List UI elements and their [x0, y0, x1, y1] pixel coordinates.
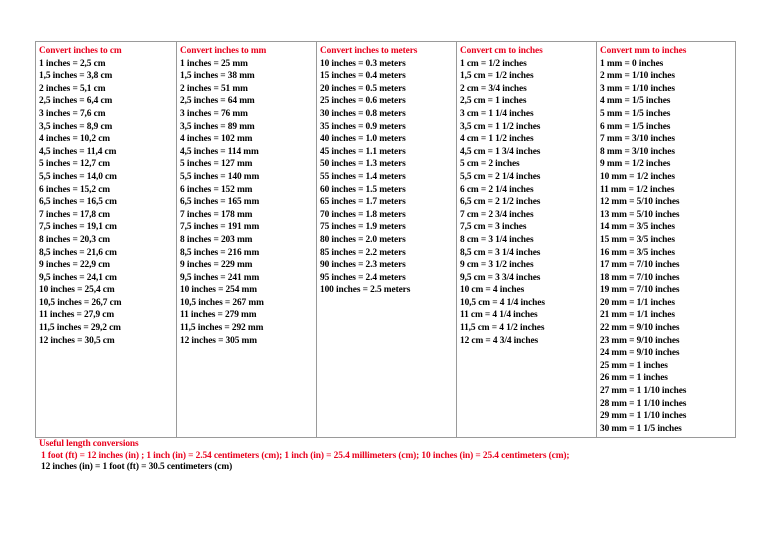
conversion-row: 7,5 inches = 19,1 cm — [39, 222, 117, 233]
conversion-row: 10 inches = 0.3 meters — [320, 58, 406, 69]
conversion-row: 85 inches = 2.2 meters — [320, 247, 406, 258]
column-rows — [600, 58, 735, 436]
conversion-row: 10 inches = 25,4 cm — [39, 285, 115, 296]
conversion-row: 6,5 cm = 2 1/2 inches — [460, 197, 541, 208]
conversion-row: 3,5 inches = 8,9 cm — [39, 121, 113, 132]
conversion-row: 10,5 inches = 267 mm — [180, 297, 264, 308]
conversion-row: 15 inches = 0.4 meters — [320, 71, 406, 82]
conversion-row: 9 inches = 229 mm — [180, 260, 253, 271]
conversion-row: 65 inches = 1.7 meters — [320, 197, 406, 208]
conversion-row: 4,5 cm = 1 3/4 inches — [460, 146, 541, 157]
conversion-row: 100 inches = 2.5 meters — [320, 285, 411, 296]
conversion-row: 4 inches = 102 mm — [180, 134, 253, 145]
conversion-row: 55 inches = 1.4 meters — [320, 171, 406, 182]
conversion-row: 1 inches = 2,5 cm — [39, 58, 106, 69]
conversion-row: 15 mm = 3/5 inches — [600, 234, 675, 245]
useful-conversions — [35, 439, 736, 474]
column-title: Convert cm to inches — [460, 46, 543, 56]
conversion-row: 5 inches = 127 mm — [180, 159, 253, 170]
conversion-row: 11 inches = 27,9 cm — [39, 310, 115, 321]
conversion-row: 10 mm = 1/2 inches — [600, 171, 675, 182]
conversion-row: 25 inches = 0.6 meters — [320, 96, 406, 107]
conversion-row: 7,5 inches = 191 mm — [180, 222, 260, 233]
conversion-row: 9 mm = 1/2 inches — [600, 159, 671, 170]
conversion-row: 1 inches = 25 mm — [180, 58, 248, 69]
conversion-row: 4,5 inches = 11,4 cm — [39, 146, 117, 157]
useful-conversions-title: Useful length conversions — [39, 439, 139, 449]
column-inches-to-cm — [36, 42, 176, 437]
conversion-row: 7 mm = 3/10 inches — [600, 134, 675, 145]
conversion-row: 27 mm = 1 1/10 inches — [600, 386, 687, 397]
conversion-row: 20 inches = 0.5 meters — [320, 83, 406, 94]
conversion-row: 8 inches = 203 mm — [180, 234, 253, 245]
conversion-row: 5,5 inches = 140 mm — [180, 171, 260, 182]
column-rows — [180, 58, 316, 348]
conversion-row: 23 mm = 9/10 inches — [600, 335, 680, 346]
conversion-row: 6 mm = 1/5 inches — [600, 121, 671, 132]
conversion-row: 7,5 cm = 3 inches — [460, 222, 527, 233]
conversion-row: 14 mm = 3/5 inches — [600, 222, 675, 233]
conversion-row: 10 inches = 254 mm — [180, 285, 257, 296]
conversion-row: 3 cm = 1 1/4 inches — [460, 108, 534, 119]
conversion-row: 8,5 inches = 21,6 cm — [39, 247, 117, 258]
conversion-row: 3,5 inches = 89 mm — [180, 121, 255, 132]
conversion-row: 5 mm = 1/5 inches — [600, 108, 671, 119]
conversion-row: 30 inches = 0.8 meters — [320, 108, 406, 119]
column-title: Convert mm to inches — [600, 46, 687, 56]
conversion-row: 1,5 inches = 38 mm — [180, 71, 255, 82]
conversion-sheet — [35, 41, 736, 474]
column-title: Convert inches to mm — [180, 46, 267, 56]
conversion-row: 10 cm = 4 inches — [460, 285, 525, 296]
conversion-row: 5,5 cm = 2 1/4 inches — [460, 171, 541, 182]
conversion-row: 1 cm = 1/2 inches — [460, 58, 527, 69]
conversion-row: 6,5 inches = 16,5 cm — [39, 197, 117, 208]
conversion-row: 4 mm = 1/5 inches — [600, 96, 671, 107]
column-title: Convert inches to cm — [39, 46, 122, 56]
conversion-row: 30 mm = 1 1/5 inches — [600, 423, 682, 434]
conversion-row: 6 inches = 15,2 cm — [39, 184, 110, 195]
conversion-row: 8 inches = 20,3 cm — [39, 234, 110, 245]
conversion-row: 2 cm = 3/4 inches — [460, 83, 527, 94]
conversion-row: 2,5 inches = 64 mm — [180, 96, 255, 107]
conversion-row: 1,5 cm = 1/2 inches — [460, 71, 534, 82]
conversion-row: 24 mm = 9/10 inches — [600, 348, 680, 359]
conversion-row: 11 inches = 279 mm — [180, 310, 257, 321]
conversion-row: 21 mm = 1/1 inches — [600, 310, 675, 321]
conversion-row: 20 mm = 1/1 inches — [600, 297, 675, 308]
conversion-row: 5 inches = 12,7 cm — [39, 159, 110, 170]
conversion-row: 3,5 cm = 1 1/2 inches — [460, 121, 541, 132]
conversion-row: 3 inches = 76 mm — [180, 108, 248, 119]
conversion-row: 6 cm = 2 1/4 inches — [460, 184, 534, 195]
conversion-row: 6 inches = 152 mm — [180, 184, 253, 195]
conversion-row: 11,5 inches = 292 mm — [180, 323, 264, 334]
column-rows — [320, 58, 456, 297]
conversion-row: 28 mm = 1 1/10 inches — [600, 398, 687, 409]
useful-conversions-line-1: 1 foot (ft) = 12 inches (in) ; 1 inch (in) = 2.54 centimeters (cm); 1 inch (in) = 25.4 millimeters (cm); 10 inches (in) = 25.4 centimeters (cm); — [41, 450, 570, 461]
conversion-row: 9,5 cm = 3 3/4 inches — [460, 272, 541, 283]
conversion-row: 6,5 inches = 165 mm — [180, 197, 260, 208]
useful-conversions-line-2: 12 inches (in) = 1 foot (ft) = 30.5 centimeters (cm) — [41, 462, 233, 472]
conversion-row: 5 cm = 2 inches — [460, 159, 520, 170]
conversion-row: 9 inches = 22,9 cm — [39, 260, 110, 271]
conversion-row: 2 inches = 51 mm — [180, 83, 248, 94]
conversion-row: 90 inches = 2.3 meters — [320, 260, 406, 271]
conversion-row: 8 cm = 3 1/4 inches — [460, 234, 534, 245]
conversion-row: 9 cm = 3 1/2 inches — [460, 260, 534, 271]
column-inches-to-meters — [316, 42, 456, 437]
column-inches-to-mm — [176, 42, 316, 437]
column-mm-to-inches — [596, 42, 735, 437]
conversion-row: 11,5 inches = 29,2 cm — [39, 323, 121, 334]
conversion-row: 40 inches = 1.0 meters — [320, 134, 406, 145]
conversion-row: 4 inches = 10,2 cm — [39, 134, 110, 145]
conversion-row: 2,5 inches = 6,4 cm — [39, 96, 113, 107]
conversion-row: 2 mm = 1/10 inches — [600, 71, 675, 82]
column-rows — [39, 58, 176, 348]
conversion-row: 60 inches = 1.5 meters — [320, 184, 406, 195]
conversion-row: 7 inches = 178 mm — [180, 209, 253, 220]
conversion-row: 5,5 inches = 14,0 cm — [39, 171, 117, 182]
conversion-row: 10,5 cm = 4 1/4 inches — [460, 297, 545, 308]
conversion-row: 16 mm = 3/5 inches — [600, 247, 675, 258]
conversion-row: 1,5 inches = 3,8 cm — [39, 71, 113, 82]
conversion-row: 45 inches = 1.1 meters — [320, 146, 406, 157]
conversion-row: 8,5 cm = 3 1/4 inches — [460, 247, 541, 258]
conversion-row: 1 mm = 0 inches — [600, 58, 664, 69]
conversion-row: 80 inches = 2.0 meters — [320, 234, 406, 245]
conversion-row: 8,5 inches = 216 mm — [180, 247, 260, 258]
conversion-row: 7 cm = 2 3/4 inches — [460, 209, 534, 220]
conversion-row: 22 mm = 9/10 inches — [600, 323, 680, 334]
conversion-row: 18 mm = 7/10 inches — [600, 272, 680, 283]
conversion-row: 17 mm = 7/10 inches — [600, 260, 680, 271]
conversion-row: 7 inches = 17,8 cm — [39, 209, 110, 220]
conversion-row: 75 inches = 1.9 meters — [320, 222, 406, 233]
conversion-row: 25 mm = 1 inches — [600, 360, 668, 371]
conversion-row: 10,5 inches = 26,7 cm — [39, 297, 122, 308]
conversion-row: 11,5 cm = 4 1/2 inches — [460, 323, 545, 334]
conversion-row: 12 inches = 305 mm — [180, 335, 257, 346]
conversion-row: 12 mm = 5/10 inches — [600, 197, 680, 208]
conversion-row: 3 inches = 7,6 cm — [39, 108, 106, 119]
column-rows — [460, 58, 596, 348]
conversion-table — [35, 41, 736, 438]
conversion-row: 2,5 cm = 1 inches — [460, 96, 527, 107]
column-cm-to-inches — [456, 42, 596, 437]
conversion-row: 12 cm = 4 3/4 inches — [460, 335, 539, 346]
conversion-row: 8 mm = 3/10 inches — [600, 146, 675, 157]
conversion-row: 9,5 inches = 24,1 cm — [39, 272, 117, 283]
conversion-row: 4,5 inches = 114 mm — [180, 146, 259, 157]
conversion-row: 19 mm = 7/10 inches — [600, 285, 680, 296]
conversion-row: 26 mm = 1 inches — [600, 373, 668, 384]
conversion-row: 95 inches = 2.4 meters — [320, 272, 406, 283]
conversion-row: 11 mm = 1/2 inches — [600, 184, 675, 195]
conversion-row: 50 inches = 1.3 meters — [320, 159, 406, 170]
conversion-row: 3 mm = 1/10 inches — [600, 83, 675, 94]
conversion-row: 70 inches = 1.8 meters — [320, 209, 406, 220]
conversion-row: 11 cm = 4 1/4 inches — [460, 310, 538, 321]
conversion-row: 9,5 inches = 241 mm — [180, 272, 260, 283]
conversion-row: 12 inches = 30,5 cm — [39, 335, 115, 346]
column-title: Convert inches to meters — [320, 46, 418, 56]
conversion-row: 29 mm = 1 1/10 inches — [600, 411, 687, 422]
conversion-row: 35 inches = 0.9 meters — [320, 121, 406, 132]
conversion-row: 13 mm = 5/10 inches — [600, 209, 680, 220]
conversion-row: 2 inches = 5,1 cm — [39, 83, 106, 94]
conversion-row: 4 cm = 1 1/2 inches — [460, 134, 534, 145]
